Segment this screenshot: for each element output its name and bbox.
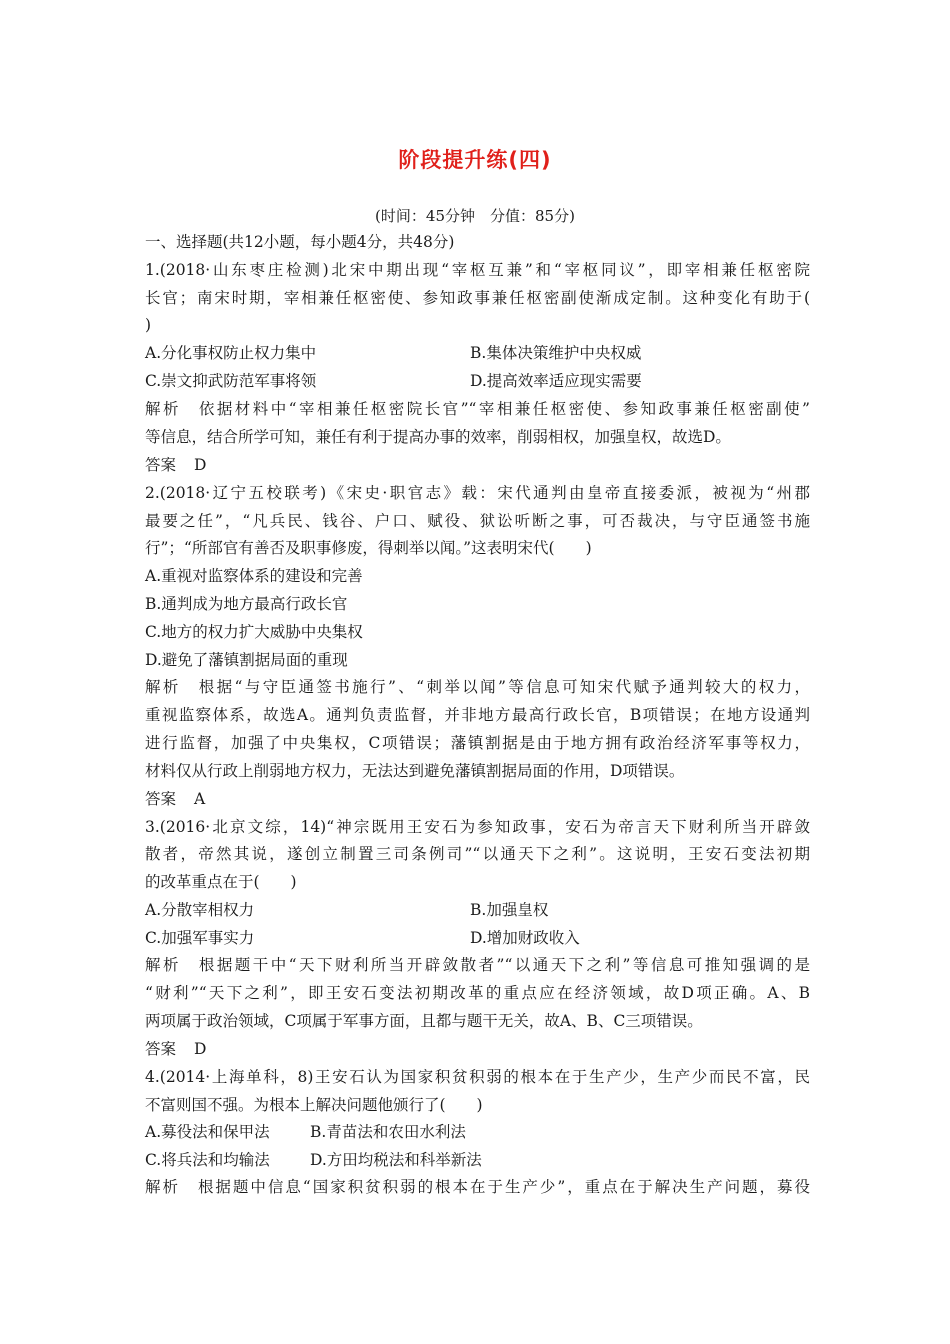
q1-answer-value: D (194, 456, 207, 474)
q2-answer (145, 789, 810, 809)
analysis-label: 解析 (145, 678, 181, 696)
q4-option-c: C.将兵法和均输法 (145, 1151, 270, 1169)
q4-analysis-line-1: 解析 根据题中信息“国家积贫积弱的根本在于生产少”，重点在于解决生产问题，募役 (145, 1178, 810, 1196)
q2-stem-line-1: 2.(2018·辽宁五校联考)《宋史·职官志》载：宋代通判由皇帝直接委派，被视为“州郡 (145, 484, 810, 502)
q1-stem-line-1: 1.(2018·山东枣庄检测)北宋中期出现“宰枢互兼”和“宰枢同议”，即宰相兼任枢密院 (145, 261, 810, 279)
q4-options-row-1 (145, 1122, 810, 1142)
q3-option-d: D.增加财政收入 (470, 929, 580, 947)
q2-answer-value: A (194, 790, 206, 808)
q1-stem-line-3: ) (145, 316, 152, 334)
q2-stem-line-2: 最要之任”，“凡兵民、钱谷、户口、赋役、狱讼听断之事，可否裁决，与守臣通签书施 (145, 512, 810, 530)
q3-option-c: C.加强军事实力 (145, 929, 255, 947)
q2-analysis-line-2: 重视监察体系，故选A。通判负责监督，并非地方最高行政长官，B项错误；在地方设通判 (145, 706, 810, 724)
page-title: 阶段提升练(四) (398, 148, 552, 172)
analysis-label: 解析 (145, 400, 181, 418)
q3-options-row-2 (145, 928, 810, 948)
q2-option-c: C.地方的权力扩大威胁中央集权 (145, 623, 363, 641)
q3-stem-line-3: 的改革重点在于( ) (145, 873, 297, 891)
q4-options-row-2 (145, 1150, 810, 1170)
section-heading: 一、选择题(共12小题，每小题4分，共48分) (145, 233, 455, 251)
q2-option-b: B.通判成为地方最高行政长官 (145, 595, 348, 613)
exam-meta: (时间：45分钟 分值：85分) (375, 207, 575, 225)
q1-analysis-line-2: 等信息，结合所学可知，兼任有利于提高办事的效率，削弱相权，加强皇权，故选D。 (145, 428, 731, 446)
q3-option-a: A.分散宰相权力 (145, 901, 255, 919)
q3-analysis-line-1: 解析 根据题干中“天下财利所当开辟敛散者”“以通天下之利”等信息可推知强调的是 (145, 956, 810, 974)
q3-answer-value: D (194, 1040, 207, 1058)
q2-analysis-line-4: 材料仅从行政上削弱地方权力，无法达到避免藩镇割据局面的作用，D项错误。 (145, 762, 685, 780)
q1-option-a: A.分化事权防止权力集中 (145, 344, 317, 362)
q4-option-a: A.募役法和保甲法 (145, 1123, 270, 1141)
q4-stem-line-1: 4.(2014·上海单科，8)王安石认为国家积贫积弱的根本在于生产少，生产少而民不富，民 (145, 1068, 810, 1086)
q2-analysis-line-1: 解析 根据“与守臣通签书施行”、“刺举以闻”等信息可知宋代赋予通判较大的权力， (145, 678, 810, 696)
q3-analysis-line-2: “财利”“天下之利”，即王安石变法初期改革的重点应在经济领域，故D项正确。A、B (145, 984, 810, 1002)
q2-analysis-line-3: 进行监督，加强了中央集权，C项错误；藩镇割据是由于地方拥有政治经济军事等权力， (145, 734, 810, 752)
q3-answer (145, 1039, 810, 1059)
q3-option-b: B.加强皇权 (470, 901, 549, 919)
q4-option-d: D.方田均税法和科举新法 (310, 1151, 482, 1169)
q4-option-b: B.青苗法和农田水利法 (310, 1123, 466, 1141)
q3-options-row-1 (145, 900, 810, 920)
q2-stem-line-3: 行”；“所部官有善否及职事修废，得刺举以闻。”这表明宋代( ) (145, 539, 592, 557)
q1-option-c: C.崇文抑武防范军事将领 (145, 372, 317, 390)
analysis-label: 解析 (145, 1178, 180, 1196)
q1-answer (145, 455, 810, 475)
q2-option-d: D.避免了藩镇割据局面的重现 (145, 651, 348, 669)
q3-stem-line-2: 散者，帝然其说，遂创立制置三司条例司”“以通天下之利”。这说明，王安石变法初期 (145, 845, 810, 863)
q2-option-a: A.重视对监察体系的建设和完善 (145, 567, 363, 585)
q3-stem-line-1: 3.(2016·北京文综，14)“神宗既用王安石为参知政事，安石为帝言天下财利所当开辟敛 (145, 818, 810, 836)
q3-analysis-line-3: 两项属于政治领域，C项属于军事方面，且都与题干无关，故A、B、C三项错误。 (145, 1012, 703, 1030)
q1-option-b: B.集体决策维护中央权威 (470, 344, 642, 362)
q1-analysis-line-1: 解析 依据材料中“宰相兼任枢密院长官”“宰相兼任枢密使、参知政事兼任枢密副使” (145, 400, 810, 418)
q4-stem-line-2: 不富则国不强。为根本上解决问题他颁行了( ) (145, 1096, 483, 1114)
answer-label: 答案 (145, 790, 177, 808)
q1-option-d: D.提高效率适应现实需要 (470, 372, 642, 390)
q1-stem-line-2: 长官；南宋时期，宰相兼任枢密使、参知政事兼任枢密副使渐成定制。这种变化有助于( (145, 289, 810, 307)
answer-label: 答案 (145, 456, 177, 474)
analysis-label: 解析 (145, 956, 181, 974)
q1-options-row-2 (145, 371, 810, 391)
answer-label: 答案 (145, 1040, 177, 1058)
q1-options-row-1 (145, 343, 810, 363)
